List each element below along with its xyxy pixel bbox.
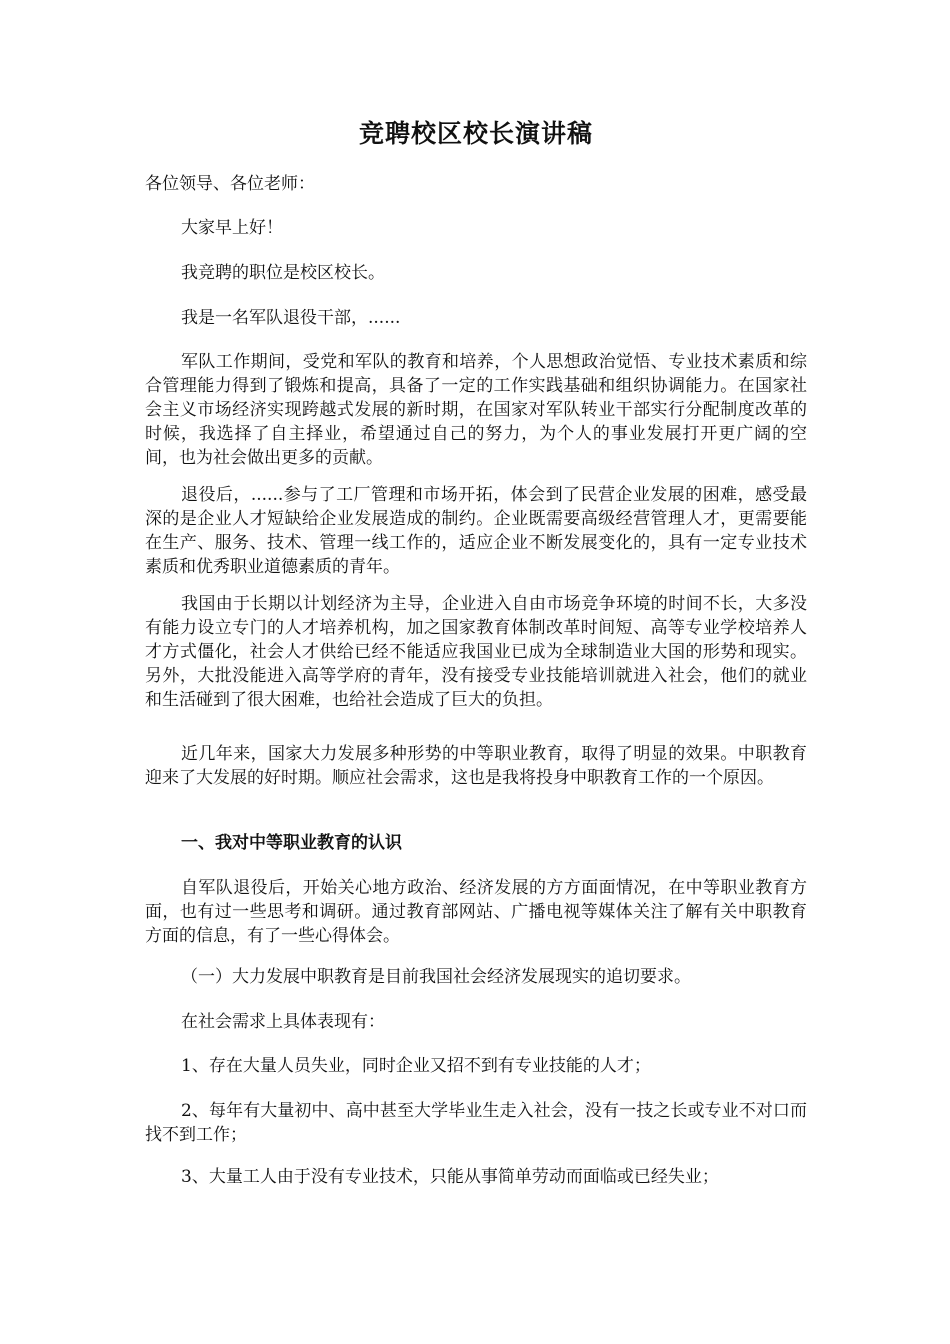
subsection-heading-1: （一）大力发展中职教育是目前我国社会经济发展现实的追切要求。 [181,967,691,987]
paragraph-intro: 我是一名军队退役干部，...... [181,308,401,328]
paragraph-economy: 我国由于长期以计划经济为主导，企业进入自由市场竞争环境的时间不长，大多没有能力设立专门的人才培养机构，加之国家教育体制改革时间短、高等专业学校培养人才方式僵化，社会人才供给已经不能适应我国业已成为全球制造业大国的形势和现实。另外，大批没能进入高等学府的青年，没有接受专业技能培训就进入社会，他们的就业和生活碰到了很大困难，也给社会造成了巨大的负担。 [145,594,807,710]
paragraph-demand-intro: 在社会需求上具体表现有： [181,1012,385,1032]
section-heading-1: 一、我对中等职业教育的认识 [181,833,402,853]
paragraph-recent-years: 近几年来，国家大力发展多种形势的中等职业教育，取得了明显的效果。中职教育迎来了大发展的好时期。顺应社会需求，这也是我将投身中职教育工作的一个原因。 [145,744,807,788]
paragraph-understanding: 自军队退役后，开始关心地方政治、经济发展的方方面面情况，在中等职业教育方面，也有过一些思考和调研。通过教育部网站、广播电视等媒体关注了解有关中职教育方面的信息，有了一些心得体会。 [145,878,807,946]
list-item-2: 2、每年有大量初中、高中甚至大学毕业生走入社会，没有一技之长或专业不对口而找不到工作； [145,1101,807,1145]
document-title: 竞聘校区校长演讲稿 [358,119,593,148]
greeting: 大家早上好！ [181,218,283,238]
paragraph-position: 我竞聘的职位是校区校长。 [181,263,385,283]
paragraph-military-service: 军队工作期间，受党和军队的教育和培养，个人思想政治觉悟、专业技术素质和综合管理能力得到了锻炼和提高，具备了一定的工作实践基础和组织协调能力。在国家社会主义市场经济实现跨越式发展的新时期，在国家对军队转业干部实行分配制度改革的时候，我选择了自主择业，希望通过自己的努力，为个人的事业发展打开更广阔的空间，也为社会做出更多的贡献。 [145,352,807,468]
salutation: 各位领导、各位老师： [145,174,315,194]
list-item-3: 3、大量工人由于没有专业技术，只能从事简单劳动而面临或已经失业； [181,1167,719,1187]
paragraph-after-retirement: 退役后，......参与了工厂管理和市场开拓，体会到了民营企业发展的困难，感受最深的是企业人才短缺给企业发展造成的制约。企业既需要高级经营管理人才，更需要能在生产、服务、技术、管理一线工作的，适应企业不断发展变化的，具有一定专业技术素质和优秀职业道德素质的青年。 [145,485,807,577]
list-item-1: 1、存在大量人员失业，同时企业又招不到有专业技能的人才； [181,1056,651,1076]
